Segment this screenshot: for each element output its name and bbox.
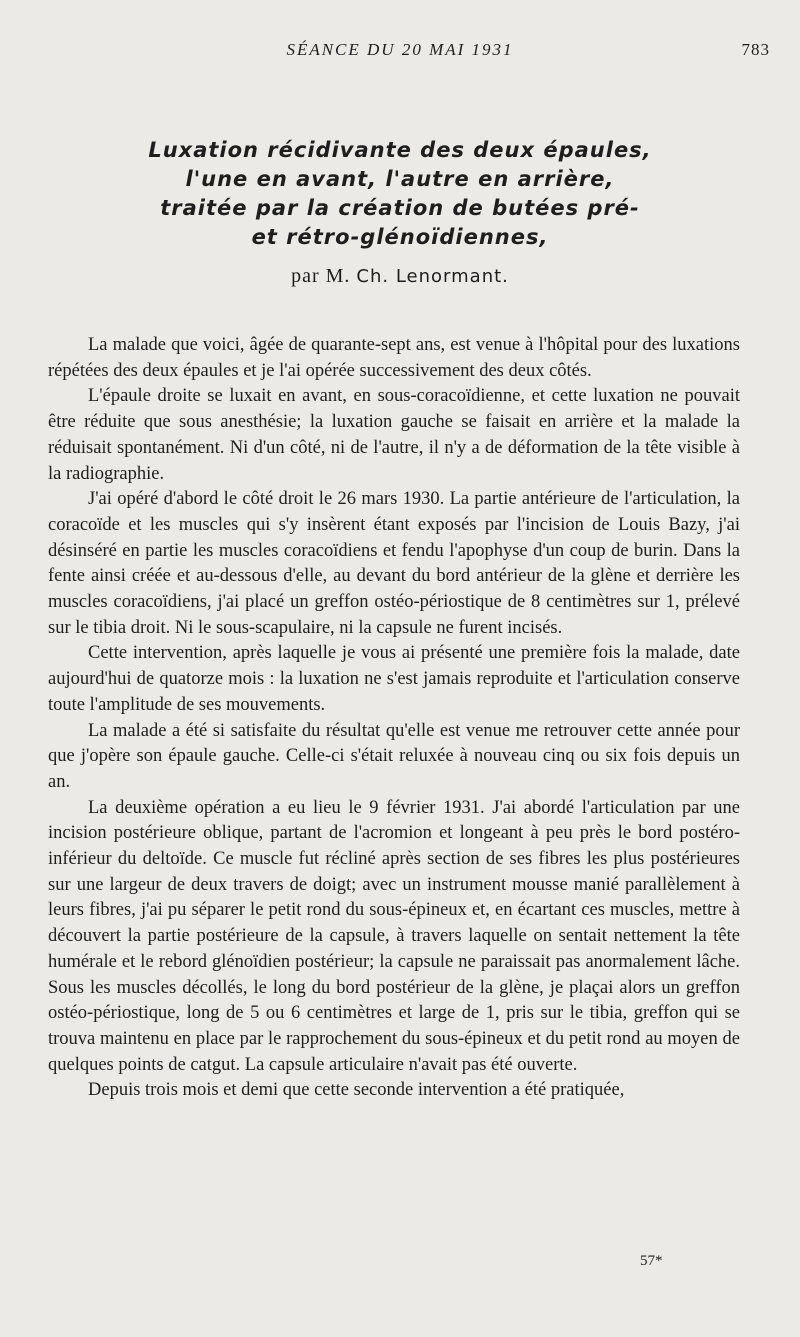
paragraph: La deuxième opération a eu lieu le 9 février 1931. J'ai abordé l'articulation par une incision postérieure oblique, partant de l'acromion et longeant à peu près le bord postéro-inférieur du deltoïde. Ce muscle fut récliné après section de ses fibres les plus postérieures sur une largeur de deux travers de doigt; avec un instrument mousse manié parallèlement à leurs fibres, j'ai pu séparer le petit rond du sous-épineux et, en écartant ces muscles, mettre à découvert la partie postérieure de la capsule, à travers laquelle on sentait nettement la tête humérale et le rebord glénoïdien postérieur; la capsule ne paraissait pas anormalement lâche. Sous les muscles décollés, le long du bord postérieur de la glène, je plaçai alors un greffon ostéo-périostique, long de 5 ou 6 centimètres et large de 1, pris sur le tibia, greffon qui se trouva maintenu en place par le rapprochement du sous-épineux et du petit rond au moyen de quelques points de catgut. La capsule articulaire n'avait pas été ouverte. — [48, 797, 740, 1075]
paragraph: Cette intervention, après laquelle je vous ai présenté une première fois la malade, date aujourd'hui de quatorze mois : la luxation ne s'est jamais reproduite et l'articulation conserve toute l'amplitude de ses mouvements. — [48, 643, 740, 715]
page-number: 783 — [741, 40, 770, 59]
title-line: Luxation récidivante des deux épaules, — [148, 138, 652, 162]
author-name: Ch. Lenormant. — [356, 266, 509, 287]
paragraph: Depuis trois mois et demi que cette seconde intervention a été pratiquée, — [88, 1080, 625, 1101]
paragraph: La malade que voici, âgée de quarante-sept ans, est venue à l'hôpital pour des luxations répétées des deux épaules et je l'ai opérée successivement des deux côtés. — [48, 335, 740, 381]
title-line: l'une en avant, l'autre en arrière, — [185, 167, 615, 191]
article-body — [48, 333, 740, 1104]
signature-mark: 57* — [640, 1253, 663, 1269]
title-line: et rétro-glénoïdiennes, — [251, 225, 549, 249]
article-title — [60, 136, 740, 252]
author-line — [0, 265, 800, 288]
running-title: SÉANCE DU 20 MAI 1931 — [286, 40, 514, 59]
paragraph: J'ai opéré d'abord le côté droit le 26 mars 1930. La partie antérieure de l'articulation, la coracoïde et les muscles qui s'y insèrent étant exposés par l'incision de Louis Bazy, j'ai désinséré en partie les muscles coracoïdiens et fendu l'apophyse d'un coup de burin. Dans la fente ainsi créée et au-dessous d'elle, au devant du bord antérieur de la glène et derrière les muscles coracoïdiens, j'ai placé un greffon ostéo-périostique de 8 centimètres sur 1, prélevé sur le tibia droit. Ni le sous-scapulaire, ni la capsule ne furent incisés. — [48, 489, 740, 638]
paragraph: La malade a été si satisfaite du résultat qu'elle est venue me retrouver cette année pour que j'opère son épaule gauche. Celle-ci s'était reluxée à nouveau cinq ou six fois depuis un an. — [48, 720, 740, 792]
paragraph: L'épaule droite se luxait en avant, en sous-coracoïdienne, et cette luxation ne pouvait être réduite que sous anesthésie; la luxation gauche se faisait en arrière et la malade la réduisait spontanément. Ni d'un côté, ni de l'autre, il n'y a de déformation de la tête visible à la radiographie. — [48, 386, 740, 484]
author-prefix: par M. — [291, 265, 351, 287]
title-line: traitée par la création de butées pré- — [160, 196, 640, 220]
